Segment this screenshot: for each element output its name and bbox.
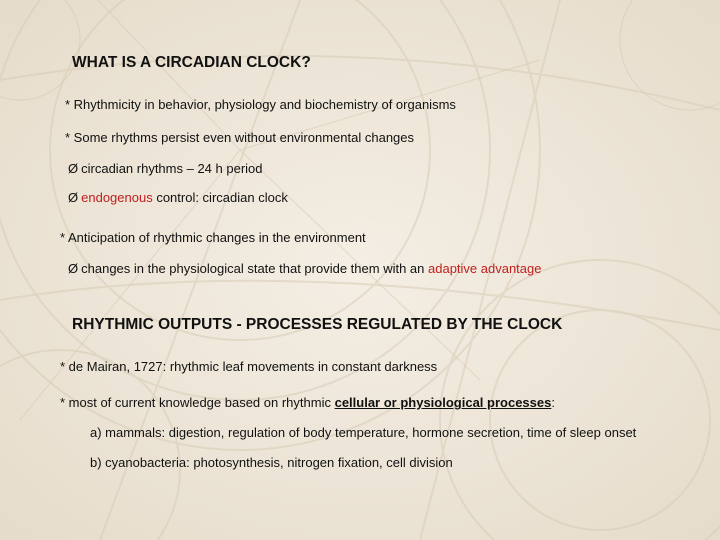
highlight-adaptive-advantage: adaptive advantage (428, 261, 542, 276)
bullet-text: control: circadian clock (152, 190, 288, 205)
bullet-text: changes in the physiological state that provide them with an (81, 261, 428, 276)
highlight-endogenous: endogenous (81, 190, 153, 205)
line-rhythmicity: * Rhythmicity in behavior, physiology and biochemistry of organisms (65, 97, 456, 112)
underlined-processes: cellular or physiological processes (334, 395, 552, 410)
line-text: * most of current knowledge based on rhythmic (60, 395, 335, 410)
line-text-colon: : (551, 395, 555, 410)
item-mammals: a) mammals: digestion, regulation of body temperature, hormone secretion, time of sleep onset (90, 425, 637, 440)
bullet-circadian-rhythms (68, 161, 263, 176)
arrow-bullet-icon: Ø (68, 161, 79, 176)
heading-rhythmic-outputs: RHYTHMIC OUTPUTS - PROCESSES REGULATED BY THE CLOCK (72, 316, 563, 333)
line-current-knowledge (60, 395, 555, 410)
heading-circadian-clock: WHAT IS A CIRCADIAN CLOCK? (72, 54, 311, 71)
arrow-bullet-icon: Ø (68, 190, 79, 205)
item-cyanobacteria: b) cyanobacteria: photosynthesis, nitrogen fixation, cell division (90, 455, 453, 470)
line-anticipation: * Anticipation of rhythmic changes in the environment (60, 230, 366, 245)
line-de-mairan: * de Mairan, 1727: rhythmic leaf movements in constant darkness (60, 359, 438, 374)
bullet-physiological-state (68, 261, 541, 276)
bullet-endogenous (68, 190, 288, 205)
bullet-text: circadian rhythms – 24 h period (81, 161, 263, 176)
arrow-bullet-icon: Ø (68, 261, 79, 276)
line-rhythms-persist: * Some rhythms persist even without environmental changes (65, 130, 415, 145)
